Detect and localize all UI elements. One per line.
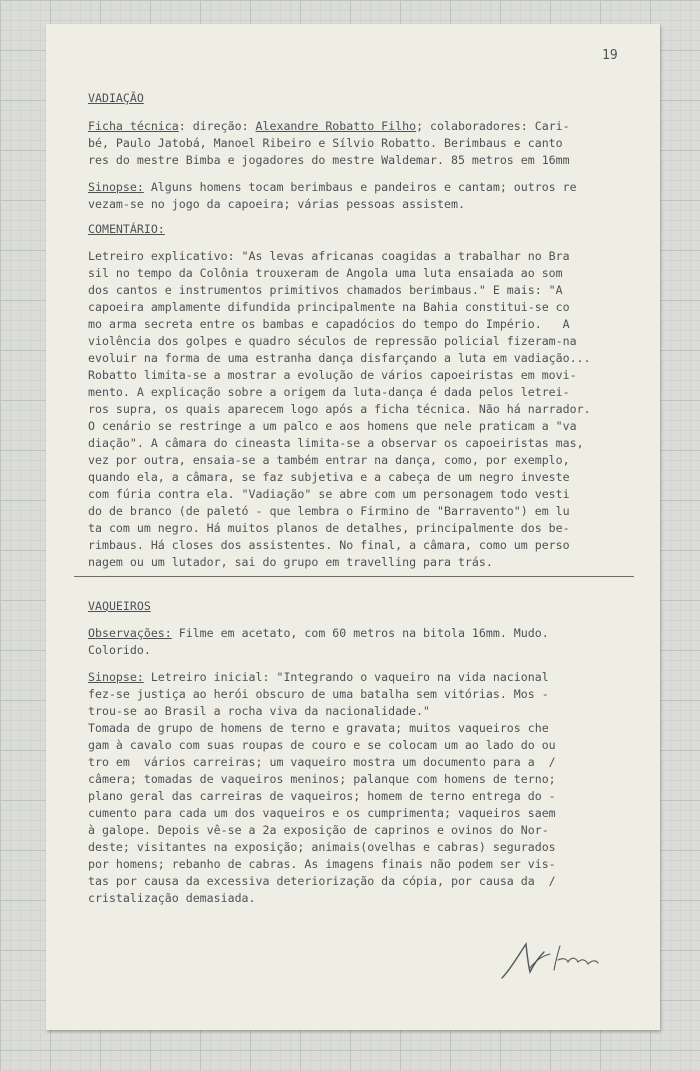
vaqueiros-sinopse-line: Tomada de grupo de homens de terno e gravata; muitos vaqueiros che xyxy=(88,721,549,735)
ficha-line-2: bé, Paulo Jatobá, Manoel Ribeiro e Sílvio Robatto. Berimbaus e canto xyxy=(88,136,563,150)
comentario-line: dos cantos e instrumentos primitivos chamados berimbaus." E mais: "A xyxy=(88,283,563,297)
vaqueiros-sinopse-label: Sinopse: xyxy=(88,670,144,684)
vaqueiros-sinopse-line: cumento para cada um dos vaqueiros e os cumprimenta; vaqueiros saem xyxy=(88,806,556,820)
ficha-line-1 xyxy=(88,118,570,134)
vaqueiros-sinopse-line: trou-se ao Brasil a rocha viva da nacionalidade." xyxy=(88,704,431,718)
comentario-line: quando ela, a câmara, se faz subjetiva e a cabeça de um negro investe xyxy=(88,470,570,484)
ficha-text-a: : direção: xyxy=(178,119,256,133)
comentario-line: mo arma secreta entre os bambas e capadócios do tempo do Império. A xyxy=(88,317,570,331)
vaqueiros-sinopse-line: gam à cavalo com suas roupas de couro e se colocam um ao lado do ou xyxy=(88,738,556,752)
obs-label: Observações: xyxy=(88,626,172,640)
sinopse-line-1 xyxy=(88,179,577,195)
ficha-text-b: ; colaboradores: Cari- xyxy=(416,119,570,133)
vaqueiros-sinopse-line: cristalização demasiada. xyxy=(88,891,256,905)
section-divider xyxy=(74,576,634,577)
obs-line-1 xyxy=(88,625,549,641)
handwritten-signature xyxy=(496,930,606,986)
vaqueiros-sinopse-line-1 xyxy=(88,669,549,685)
comentario-line: O cenário se restringe a um palco e aos homens que nele praticam a "va xyxy=(88,419,577,433)
comentario-line: sil no tempo da Colônia trouxeram de Angola uma luta ensaiada ao som xyxy=(88,266,563,280)
comentario-line: vez por outra, ensaia-se a também entrar na dança, como, por exemplo, xyxy=(88,453,570,467)
vaqueiros-sinopse-line: tro em vários carreiras; um vaqueiro mostra um documento para a / xyxy=(88,755,556,769)
sinopse-label: Sinopse: xyxy=(88,180,144,194)
comentario-line: com fúria contra ela. "Vadiação" se abre com um personagem todo vesti xyxy=(88,487,570,501)
sinopse-text: Alguns homens tocam berimbaus e pandeiros e cantam; outros re xyxy=(143,180,577,194)
comentario-line: capoeira amplamente difundida principalmente na Bahia constitui-se co xyxy=(88,300,570,314)
sinopse-line-2: vezam-se no jogo da capoeira; várias pessoas assistem. xyxy=(88,197,465,211)
ficha-director: Alexandre Robatto Filho xyxy=(255,119,417,133)
comentario-line: rimbaus. Há closes dos assistentes. No final, a câmara, como um perso xyxy=(88,538,570,552)
comentario-line: Robatto limita-se a mostrar a evolução de vários capoeiristas em movi- xyxy=(88,368,577,382)
vaqueiros-sinopse-line: fez-se justiça ao herói obscuro de uma batalha sem vitórias. Mos - xyxy=(88,687,549,701)
comentario-line: do de branco (de paletó - que lembra o Firmino de "Barravento") em lu xyxy=(88,504,570,518)
comentario-line: violência dos golpes e quadro séculos de repressão policial fizeram-na xyxy=(88,334,577,348)
vaqueiros-sinopse-line: à galope. Depois vê-se a 2a exposição de caprinos e ovinos do Nor- xyxy=(88,823,549,837)
comentario-line: Letreiro explicativo: "As levas africanas coagidas a trabalhar no Bra xyxy=(88,249,570,263)
comentario-line: mento. A explicação sobre a origem da luta-dança é dada pelos letrei- xyxy=(88,385,570,399)
document-page xyxy=(46,24,660,1030)
comentario-line: evoluir na forma de uma estranha dança disfarçando a luta em vadiação... xyxy=(88,351,591,365)
vaqueiros-sinopse-line: câmera; tomadas de vaqueiros meninos; palanque com homens de terno; xyxy=(88,772,556,786)
section-title-vadiacao: VADIAÇÃO xyxy=(88,91,144,105)
vaqueiros-sinopse-line: por homens; rebanho de cabras. As imagens finais não podem ser vis- xyxy=(88,857,556,871)
comentario-line: nagem ou um lutador, sai do grupo em travelling para trás. xyxy=(88,555,493,569)
section-title-vaqueiros: VAQUEIROS xyxy=(88,599,151,613)
comentario-label: COMENTÁRIO: xyxy=(88,222,165,236)
ficha-line-3: res do mestre Bimba e jogadores do mestre Waldemar. 85 metros em 16mm xyxy=(88,153,570,167)
vaqueiros-sinopse-line: deste; visitantes na exposição; animais(ovelhas e cabras) segurados xyxy=(88,840,556,854)
page-number: 19 xyxy=(602,48,618,63)
obs-text: Filme em acetato, com 60 metros na bitola 16mm. Mudo. xyxy=(171,626,549,640)
obs-line-2: Colorido. xyxy=(88,643,151,657)
comentario-line: ros supra, os quais aparecem logo após a ficha técnica. Não há narrador. xyxy=(88,402,591,416)
comentario-line: ta com um negro. Há muitos planos de detalhes, principalmente dos be- xyxy=(88,521,570,535)
comentario-line: diação". A câmara do cineasta limita-se a observar os capoeiristas mas, xyxy=(88,436,584,450)
vaqueiros-sinopse-line: tas por causa da excessiva deteriorização da cópia, por causa da / xyxy=(88,874,556,888)
vaqueiros-sinopse-line: plano geral das carreiras de vaqueiros; homem de terno entrega do - xyxy=(88,789,556,803)
ficha-label: Ficha técnica xyxy=(88,119,179,133)
vaqueiros-sinopse-text: Letreiro inicial: "Integrando o vaqueiro na vida nacional xyxy=(143,670,549,684)
